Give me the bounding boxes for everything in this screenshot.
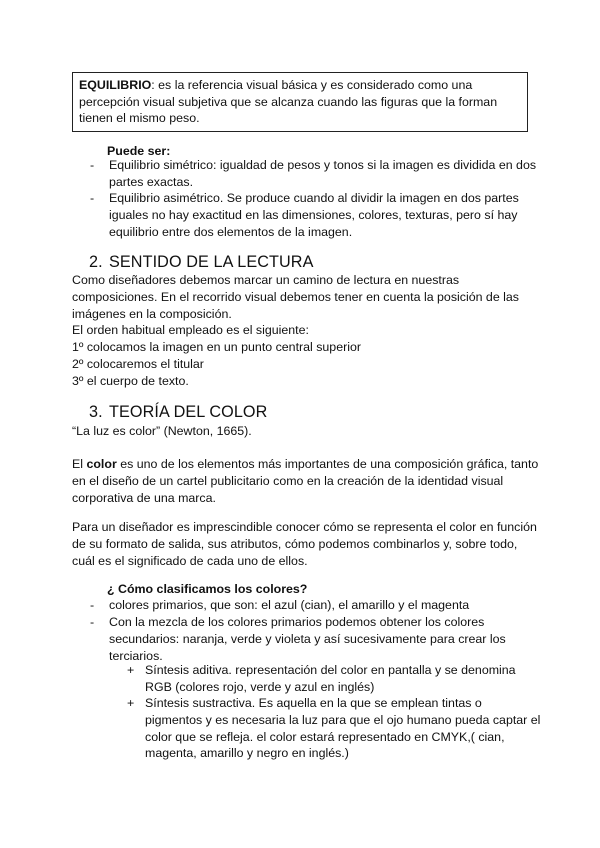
reading-step: 3º el cuerpo de texto. (72, 374, 189, 388)
section-heading (89, 403, 267, 422)
sub-list-item-text: Síntesis sustractiva. Es aquella en la que se emplean tintas o pigmentos y es necesaria la luz para que el ojo humano pueda captar el color que se refleja. el color estará representado en CMYK,( cian, magenta, amarillo y negro en inglés.) (145, 696, 541, 761)
plus-bullet: + (127, 663, 135, 677)
paragraph-text: El (72, 457, 87, 471)
dash-bullet: - (90, 158, 95, 172)
list-item (90, 614, 542, 664)
list-item (90, 597, 542, 614)
list-item-text: Con la mezcla de los colores primarios podemos obtener los colores secundarios: naranja, verde y violeta y así sucesivamente para crear los terciarios. (109, 615, 506, 663)
paragraph: Para un diseñador es imprescindible conocer cómo se representa el color en función de su formato de salida, sus atributos, cómo podemos combinarlos y, sobre todo, cuál es el significado de cada uno de ellos. (72, 520, 537, 568)
section-number: 3. (89, 403, 103, 421)
plus-bullet: + (127, 696, 135, 710)
dash-bullet: - (90, 598, 95, 612)
paragraph: Como diseñadores debemos marcar un camino de lectura en nuestras composiciones. En el recorrido visual debemos tener en cuenta la posición de las imágenes en la composición. (72, 273, 520, 321)
paragraph: El orden habitual empleado es el siguiente: (72, 323, 309, 337)
list-item-text: colores primarios, que son: el azul (cian), el amarillo y el magenta (109, 598, 470, 612)
section-number: 2. (89, 253, 103, 271)
paragraph (72, 456, 542, 506)
sub-list-item (127, 662, 542, 696)
puede-ser-heading: Puede ser: (107, 144, 171, 158)
classification-heading: ¿ Cómo clasificamos los colores? (107, 582, 308, 596)
section-title: TEORÍA DEL COLOR (109, 403, 268, 421)
definition-term: EQUILIBRIO (79, 78, 152, 92)
dash-bullet: - (90, 191, 95, 205)
list-item (90, 190, 542, 240)
keyword-color: color (86, 457, 117, 471)
list-item (90, 157, 542, 191)
sub-list-item (127, 695, 542, 762)
list-item-text: Equilibrio simétrico: igualdad de pesos y tonos si la imagen es dividida en dos partes exactas. (109, 158, 537, 189)
paragraph-text: es uno de los elementos más importantes de una composición gráfica, tanto en el diseño de un cartel publicitario como en la creación de la identidad visual corporativa de una marca. (72, 457, 539, 505)
sub-list-item-text: Síntesis aditiva. representación del color en pantalla y se denomina RGB (colores rojo, verde y azul en inglés) (145, 663, 516, 694)
definition-text: : es la referencia visual básica y es considerado como una percepción visual subjetiva que se alcanza cuando las figuras que la forman tienen el mismo peso. (79, 78, 498, 125)
dash-bullet: - (90, 615, 95, 629)
definition-box (72, 72, 528, 132)
list-item-text: Equilibrio asimétrico. Se produce cuando al dividir la imagen en dos partes iguales no hay exactitud en las dimensiones, colores, texturas, pero sí hay equilibrio entre dos elementos de la imagen. (109, 191, 519, 239)
section-heading (89, 253, 314, 272)
quote: “La luz es color” (Newton, 1665). (72, 424, 252, 438)
section-title: SENTIDO DE LA LECTURA (109, 253, 314, 271)
reading-step: 1º colocamos la imagen en un punto central superior (72, 340, 361, 354)
reading-step: 2º colocaremos el titular (72, 357, 204, 371)
